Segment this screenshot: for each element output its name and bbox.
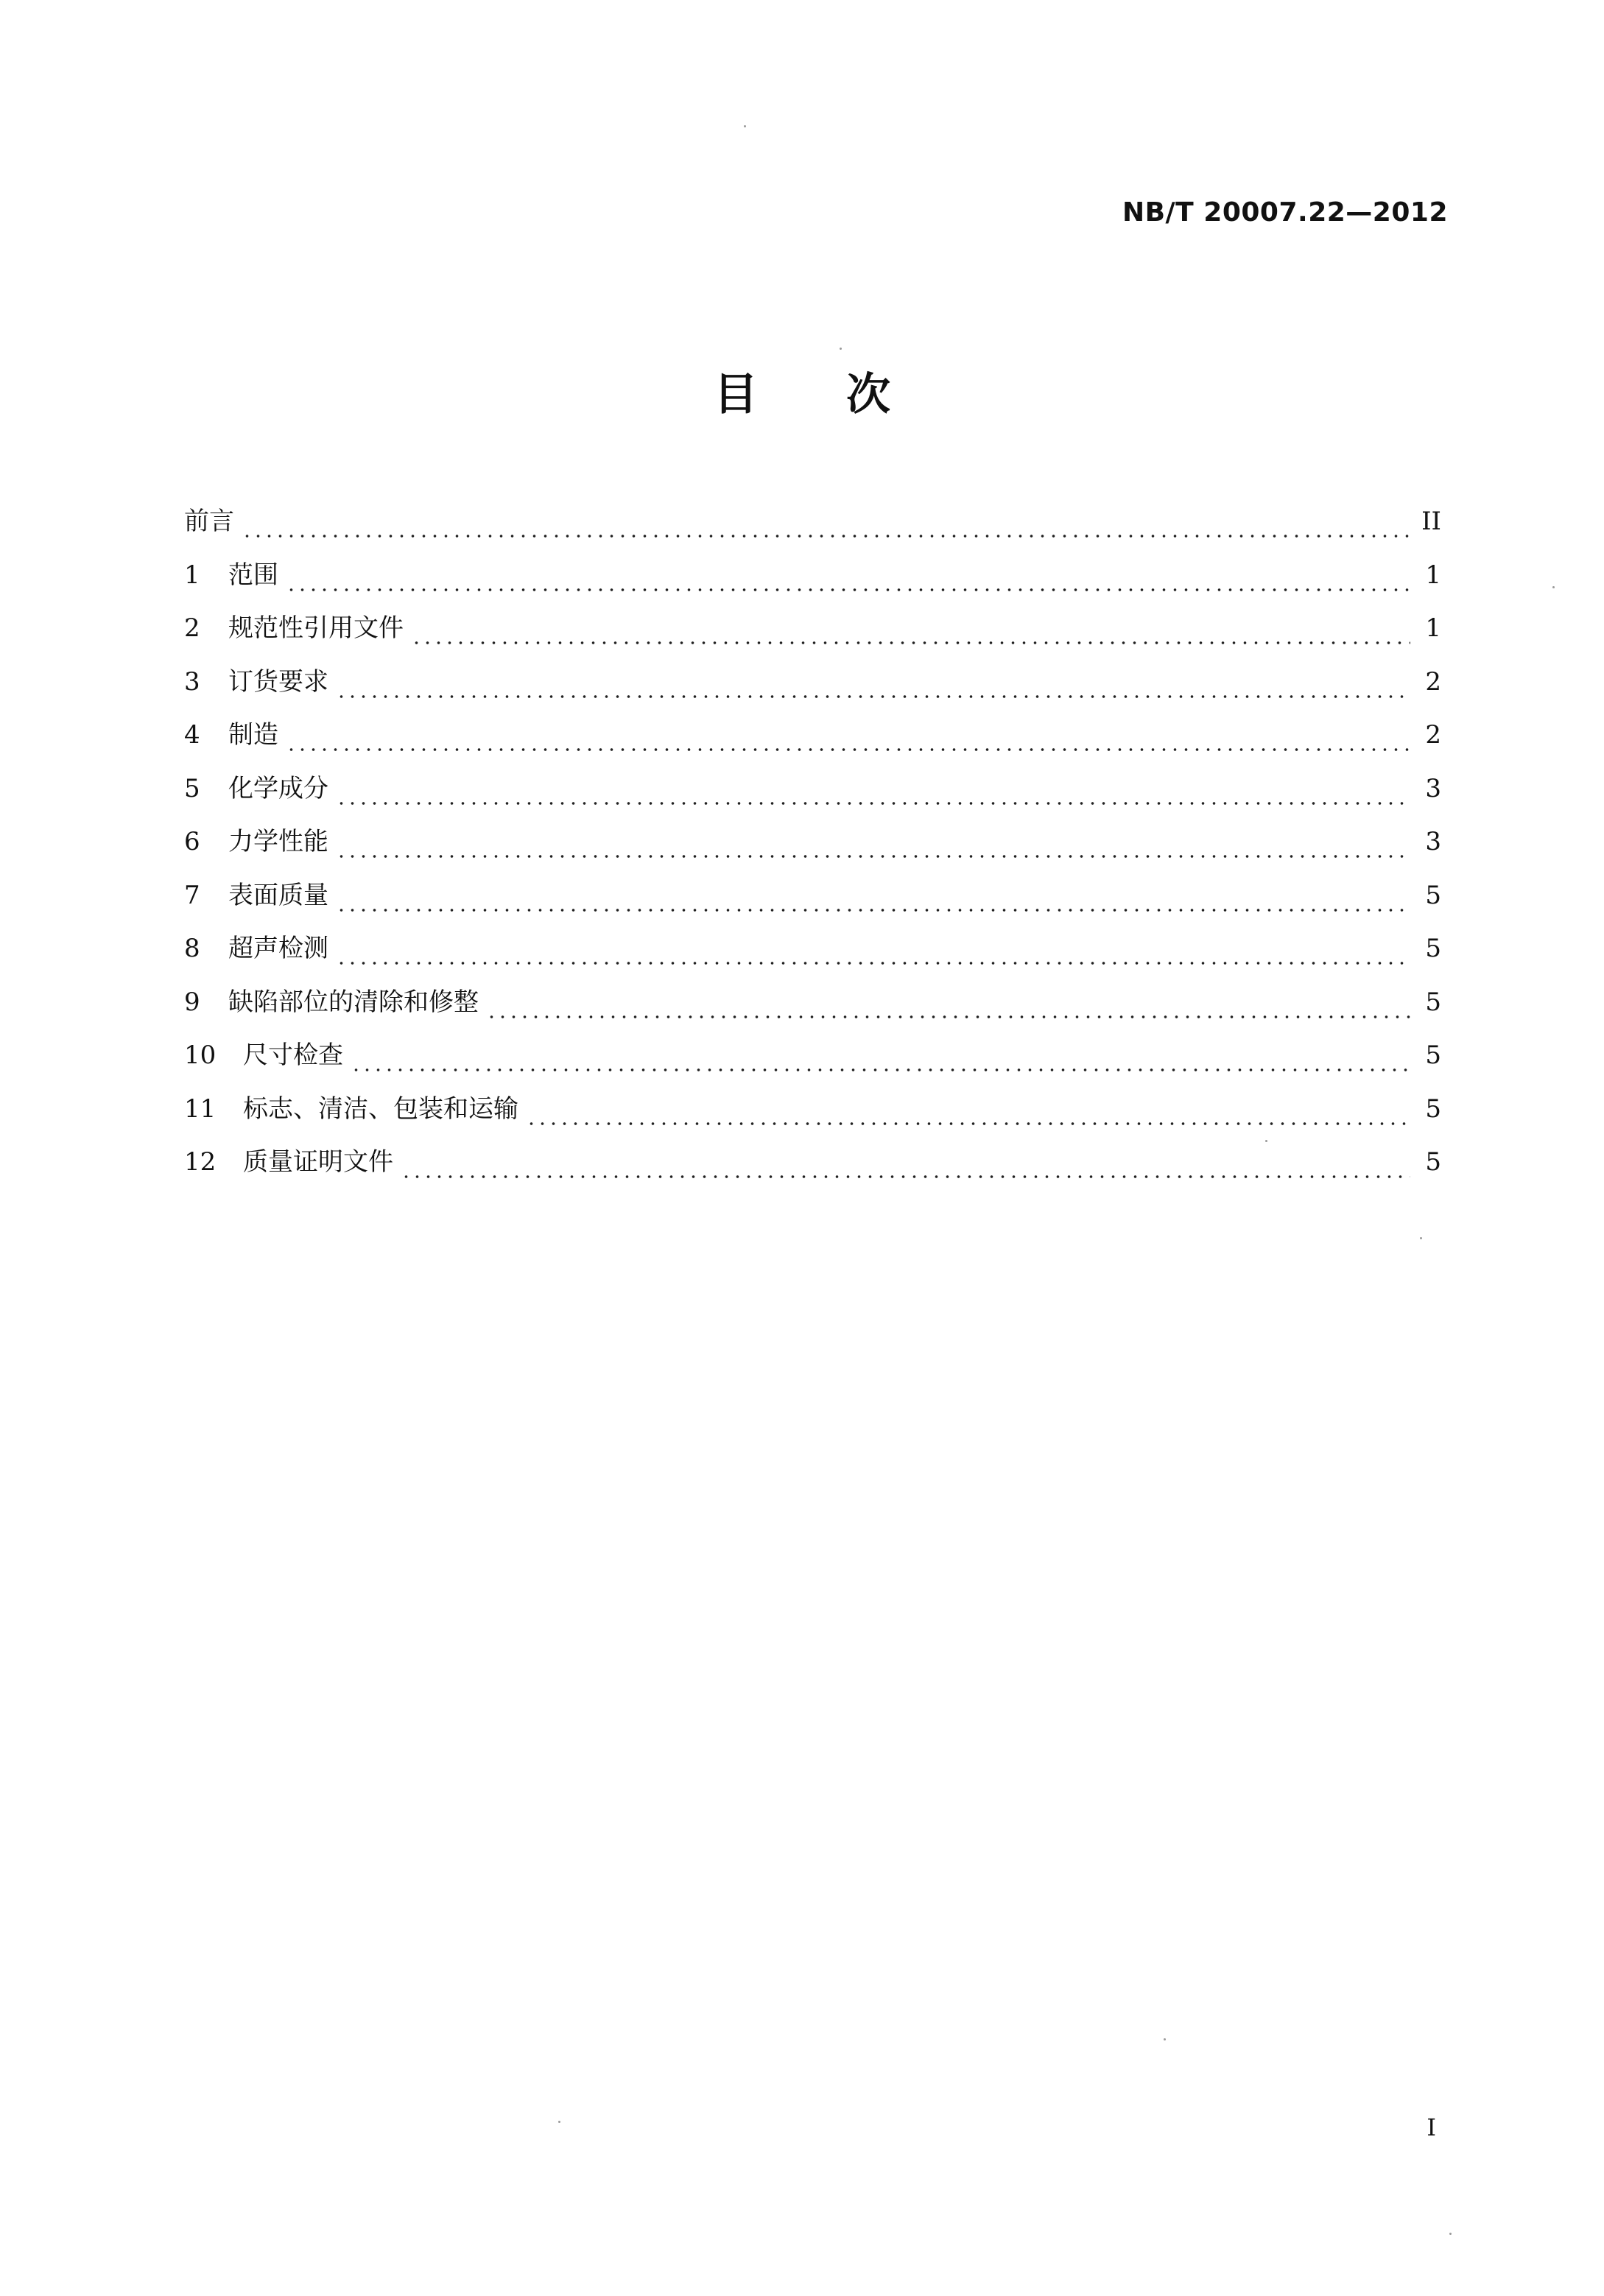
scan-speck: [840, 348, 842, 350]
toc-entry-page: 1: [1425, 560, 1441, 590]
toc-entry-page: 2: [1425, 720, 1441, 750]
document-code: NB/T 20007.22—2012: [1122, 197, 1448, 228]
toc-entry-number: 2: [184, 613, 200, 643]
scan-speck: [744, 125, 746, 127]
toc-entry-5[interactable]: [184, 768, 1441, 822]
toc-entry-9[interactable]: [184, 982, 1441, 1035]
toc-entry-label: 尺寸检查: [243, 1040, 343, 1070]
toc-entry-12[interactable]: [184, 1141, 1441, 1195]
scan-speck: [1265, 1140, 1267, 1142]
toc-entry-number: 1: [184, 560, 200, 590]
dot-leader: [286, 588, 1410, 591]
dot-leader: [486, 1015, 1410, 1018]
toc-entry-8[interactable]: [184, 928, 1441, 982]
toc-entry-10[interactable]: [184, 1035, 1441, 1088]
toc-entry-label: 缺陷部位的清除和修整: [228, 987, 479, 1017]
dot-leader: [401, 1175, 1410, 1178]
toc-entry-page: 5: [1425, 1040, 1441, 1070]
toc-entry-number: 11: [184, 1094, 217, 1124]
dot-leader: [336, 855, 1410, 858]
toc-entry-number: 6: [184, 827, 200, 856]
page-number: I: [1427, 2113, 1436, 2141]
toc-entry-number: 3: [184, 666, 200, 697]
page-title: 目次: [714, 369, 979, 420]
dot-leader: [336, 802, 1410, 805]
toc-entry-number: 4: [184, 720, 200, 750]
scan-speck: [1552, 586, 1555, 588]
toc-entry-number: 10: [184, 1040, 217, 1070]
toc-entry-label: 表面质量: [228, 880, 328, 910]
dot-leader: [411, 641, 1410, 644]
toc-entry-page: 5: [1425, 934, 1441, 963]
toc-entry-6[interactable]: [184, 821, 1441, 875]
toc-entry-page: 3: [1425, 827, 1441, 856]
toc-entry-page: 2: [1425, 666, 1441, 697]
toc-entry-label: 订货要求: [228, 666, 328, 697]
toc-entry-3[interactable]: [184, 661, 1441, 715]
scan-speck: [558, 2121, 560, 2123]
toc-entry-number: 9: [184, 987, 200, 1017]
toc-entry-4[interactable]: [184, 714, 1441, 768]
toc-entry-page: 5: [1425, 987, 1441, 1017]
dot-leader: [286, 748, 1410, 751]
scan-speck: [1420, 1237, 1422, 1239]
toc-entry-page: 5: [1425, 880, 1441, 910]
toc-entry-7[interactable]: [184, 875, 1441, 929]
dot-leader: [336, 695, 1410, 698]
toc-entry-number: 5: [184, 773, 200, 803]
toc-entry-label: 规范性引用文件: [228, 613, 404, 643]
toc-entry-label: 质量证明文件: [243, 1147, 393, 1177]
dot-leader: [336, 962, 1410, 965]
toc-entry-11[interactable]: [184, 1088, 1441, 1142]
toc-entry-label: 范围: [228, 560, 278, 590]
dot-leader: [526, 1122, 1410, 1125]
toc-entry-label: 标志、清洁、包装和运输: [243, 1094, 518, 1124]
toc-entry-page: 1: [1425, 613, 1441, 643]
toc-entry-label: 超声检测: [228, 934, 328, 963]
dot-leader: [336, 909, 1410, 912]
dot-leader: [242, 535, 1410, 538]
scan-speck: [1449, 2233, 1452, 2235]
table-of-contents: [184, 501, 1441, 1195]
toc-entry-page: 5: [1425, 1147, 1441, 1177]
dot-leader: [351, 1068, 1410, 1071]
toc-entry-page: II: [1421, 507, 1441, 536]
toc-entry-2[interactable]: [184, 608, 1441, 661]
toc-entry-label: 力学性能: [228, 827, 328, 856]
scan-speck: [1164, 2038, 1166, 2040]
toc-entry-number: 8: [184, 934, 200, 963]
toc-entry-number: 7: [184, 880, 200, 910]
toc-entry-page: 5: [1425, 1094, 1441, 1124]
toc-entry-label: 化学成分: [228, 773, 328, 803]
toc-entry-preface[interactable]: [184, 501, 1441, 554]
toc-entry-number: 12: [184, 1147, 217, 1177]
toc-entry-1[interactable]: [184, 554, 1441, 608]
toc-entry-label: 制造: [228, 720, 278, 750]
toc-entry-page: 3: [1425, 773, 1441, 803]
toc-entry-label: 前言: [184, 507, 234, 536]
